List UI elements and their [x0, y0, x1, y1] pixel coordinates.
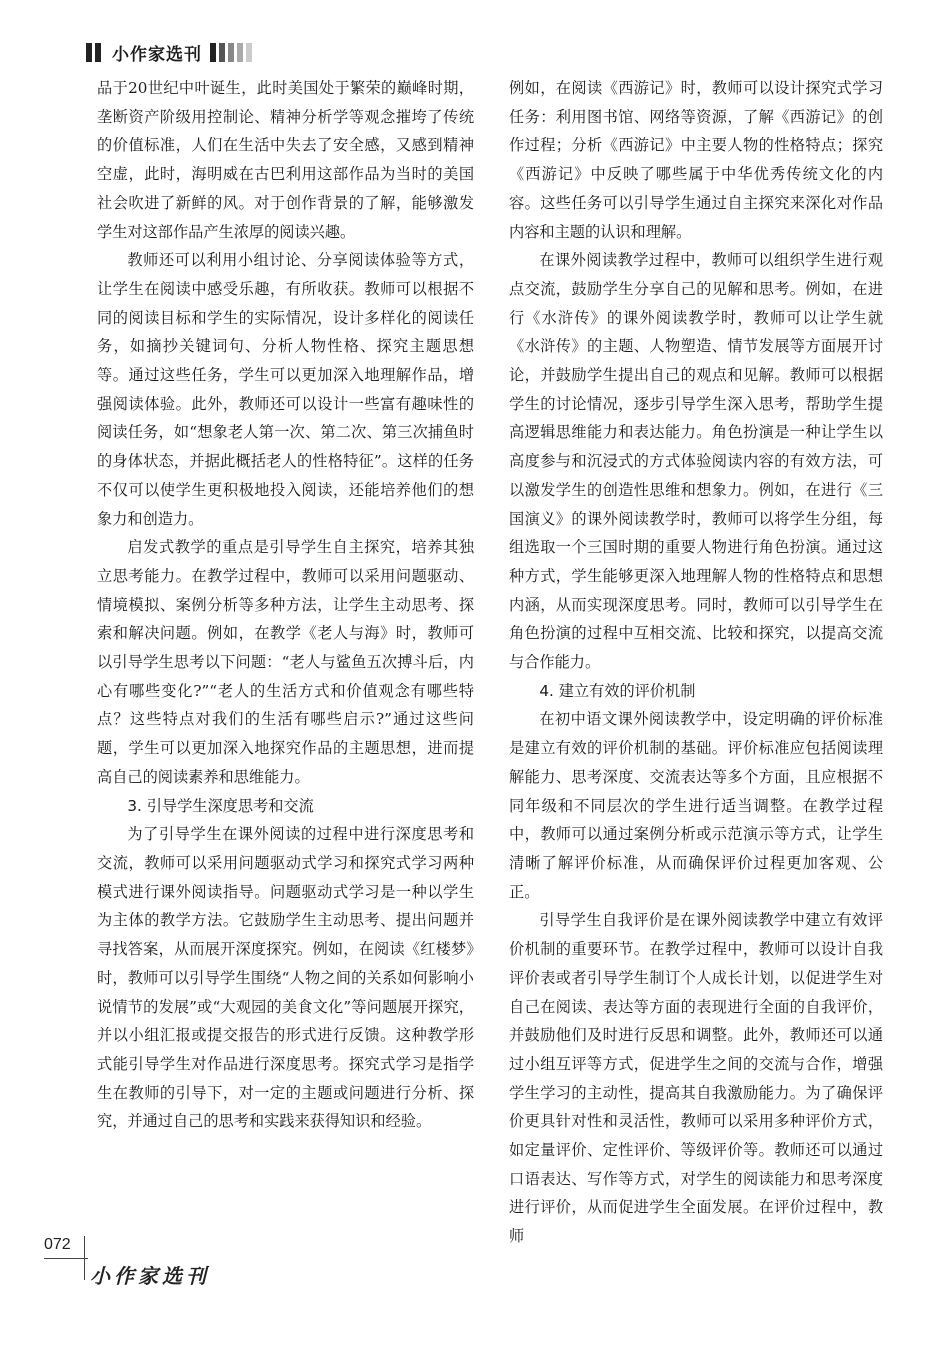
- paragraph: 启发式教学的重点是引导学生自主探究，培养其独立思考能力。在教学过程中，教师可以采用问题驱动、情境模拟、案例分析等多种方法，让学生主动思考、探索和解决问题。例如，在教学《老人与海》时，教师可以引导学生思考以下问题：“老人与鲨鱼五次搏斗后，内心有哪些变化?”“老人的生活方式和价值观念有哪些特点？这些特点对我们的生活有哪些启示?”通过这些问题，学生可以更加深入地探究作品的主题思想，进而提高自己的阅读素养和思维能力。: [97, 538, 474, 786]
- header-gradient-mark: [228, 43, 234, 62]
- header-gradient-mark: [237, 43, 243, 62]
- paragraph: 教师还可以利用小组讨论、分享阅读体验等方式，让学生在阅读中感受乐趣，有所收获。教师可以根据不同的阅读目标和学生的实际情况，设计多样化的阅读任务，如摘抄关键词句、分析人物性格、探究主题思想等。通过这些任务，学生可以更加深入地理解作品，增强阅读体验。此外，教师还可以设计一些富有趣味性的阅读任务，如“想象老人第一次、第二次、第三次捕鱼时的身体状态，并据此概括老人的性格特征”。这样的任务不仅可以使学生更积极地投入阅读，还能培养他们的想象力和创造力。: [97, 251, 474, 528]
- right-column: [509, 74, 883, 1251]
- paragraph: 为了引导学生在课外阅读的过程中进行深度思考和交流，教师可以采用问题驱动式学习和探究式学习两种模式进行课外阅读指导。问题驱动式学习是一种以学生为主体的教学方法。它鼓励学生主动思考、提出问题并寻找答案，从而展开深度探究。例如，在阅读《红楼梦》时，教师可以引导学生围绕“人物之间的关系如何影响小说情节的发展”或“大观园的美食文化”等问题展开探究，并以小组汇报或提交报告的形式进行反馈。这种教学形式能引导学生对作品进行深度思考。探究式学习是指学生在教师的引导下，对一定的主题或问题进行分析、探究，并通过自己的思考和实践来获得知识和经验。: [97, 825, 474, 1131]
- footer-horizontal-rule: [44, 1258, 88, 1259]
- header-gradient-mark: [219, 43, 225, 62]
- paragraph: 例如，在阅读《西游记》时，教师可以设计探究式学习任务：利用图书馆、网络等资源，了解《西游记》的创作过程；分析《西游记》中主要人物的性格特点；探究《西游记》中反映了哪些属于中华优秀传统文化的内容。这些任务可以引导学生通过自主探究来深化对作品内容和主题的认识和理解。: [509, 79, 883, 241]
- paragraph: 在课外阅读教学过程中，教师可以组织学生进行观点交流，鼓励学生分享自己的见解和思考。例如，在进行《水浒传》的课外阅读教学时，教师可以让学生就《水浒传》的主题、人物塑造、情节发展等方面展开讨论，并鼓励学生提出自己的观点和见解。教师可以根据学生的讨论情况，逐步引导学生深入思考，帮助学生提高逻辑思维能力和表达能力。角色扮演是一种让学生以高度参与和沉浸式的方式体验阅读内容的有效方法，可以激发学生的创造性思维和想象力。例如，在进行《三国演义》的课外阅读教学时，教师可以将学生分组，每组选取一个三国时期的重要人物进行角色扮演。通过这种方式，学生能够更深入地理解人物的性格特点和思想内涵，从而实现深度思考。同时，教师可以引导学生在角色扮演的过程中互相交流、比较和探究，以提高交流与合作能力。: [509, 251, 883, 672]
- header-gradient-mark: [210, 43, 216, 62]
- left-column: [97, 74, 474, 1136]
- journal-title: 小作家选刊: [112, 44, 202, 65]
- running-header: [86, 40, 255, 64]
- page-number: 072: [44, 1236, 71, 1253]
- paragraph: 品于20世纪中叶诞生，此时美国处于繁荣的巅峰时期，垄断资产阶级用控制论、精神分析学等观念摧垮了传统的价值标准，人们在生活中失去了安全感，又感到精神空虚，此时，海明威在古巴利用这部作品为当时的美国社会吹进了新鲜的风。对于创作背景的了解，能够激发学生对这部作品产生浓厚的阅读兴趣。: [97, 79, 474, 241]
- header-bar-mark: [95, 43, 101, 62]
- header-bar-mark: [86, 43, 92, 62]
- paragraph: 引导学生自我评价是在课外阅读教学中建立有效评价机制的重要环节。在教学过程中，教师可以设计自我评价表或者引导学生制订个人成长计划，以促进学生对自己在阅读、表达等方面的表现进行全面的自我评价，并鼓励他们及时进行反思和调整。此外，教师还可以通过小组互评等方式，促进学生之间的交流与合作，增强学生学习的主动性，提高其自我激励能力。为了确保评价更具针对性和灵活性，教师可以采用多种评价方式，如定量评价、定性评价、等级评价等。教师还可以通过口语表达、写作等方式，对学生的阅读能力和思考深度进行评价，从而促进学生全面发展。在评价过程中，教师: [509, 911, 883, 1246]
- section-heading: 3. 引导学生深度思考和交流: [127, 796, 314, 815]
- footer-logo: 小作家选刊: [90, 1264, 210, 1288]
- section-heading: 4. 建立有效的评价机制: [539, 681, 696, 700]
- header-gradient-mark: [246, 43, 252, 62]
- paragraph: 在初中语文课外阅读教学中，设定明确的评价标准是建立有效的评价机制的基础。评价标准应包括阅读理解能力、思考深度、交流表达等多个方面，且应根据不同年级和不同层次的学生进行适当调整。在教学过程中，教师可以通过案例分析或示范演示等方式，让学生清晰了解评价标准，从而确保评价过程更加客观、公正。: [509, 710, 883, 901]
